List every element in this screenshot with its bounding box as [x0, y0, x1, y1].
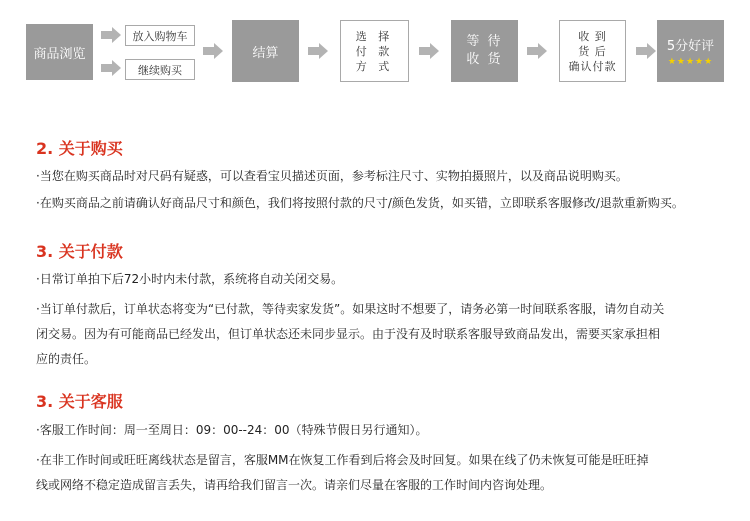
paragraph-line: ·当您在购买商品时对尺码有疑惑，可以查看宝贝描述页面，参考标注尺寸、实物拍摄照片，以及商品说明购买。: [36, 169, 628, 183]
step-confirm-receipt: [559, 20, 626, 82]
paragraph: [36, 267, 343, 292]
step-choose-payment-line: 方 式: [355, 59, 394, 73]
step-wait-shipping-line: 等 待: [466, 34, 503, 49]
star-rating-icon: ★★★★★: [667, 57, 714, 67]
arrow-right-icon: [636, 43, 656, 59]
step-rate: [657, 20, 724, 82]
paragraph: [36, 297, 664, 372]
arrow-right-icon: [101, 60, 121, 76]
paragraph-line: ·日常订单拍下后72小时内未付款，系统将自动关闭交易。: [36, 272, 344, 286]
step-confirm-receipt-line: 货 后: [578, 44, 607, 58]
step-keep-buying: [125, 59, 195, 80]
paragraph: [36, 164, 628, 189]
step-choose-payment-line: 付 款: [355, 44, 394, 58]
step-wait-shipping-line: 收 货: [466, 52, 503, 67]
arrow-right-icon: [308, 43, 328, 59]
step-browse-label: 商品浏览: [33, 46, 86, 62]
shopping-process-flow: [0, 0, 750, 90]
step-choose-payment: [340, 20, 409, 82]
arrow-right-icon: [419, 43, 439, 59]
paragraph-line: 应的责任。: [36, 352, 97, 366]
paragraph: [36, 191, 684, 216]
paragraph-line: ·客服工作时间：周一至周日：09：00--24：00（特殊节假日另行通知）。: [36, 423, 428, 437]
arrow-right-icon: [527, 43, 547, 59]
paragraph: [36, 448, 649, 498]
paragraph: [36, 418, 428, 443]
step-confirm-receipt-line: 确认付款: [568, 59, 617, 73]
section-title-purchase: 2. 关于购买: [36, 139, 123, 158]
paragraph-line: ·在非工作时间或旺旺离线状态是留言，客服MM在恢复工作看到后将会及时回复。如果在线了仍未恢复可能是旺旺掉: [36, 453, 649, 467]
step-choose-payment-line: 选 择: [355, 29, 394, 43]
section-title-payment: 3. 关于付款: [36, 242, 123, 261]
paragraph-line: ·当订单付款后，订单状态将变为“已付款，等待卖家发货”。如果这时不想要了，请务必第一时间联系客服，请勿自动关: [36, 302, 665, 316]
paragraph-line: 线或网络不稳定造成留言丢失，请再给我们留言一次。请亲们尽量在客服的工作时间内咨询处理。: [36, 478, 553, 492]
step-browse: [26, 24, 93, 80]
paragraph-line: 闭交易。因为有可能商品已经发出，但订单状态还未同步显示。由于没有及时联系客服导致商品发出，需要买家承担相: [36, 327, 661, 341]
paragraph-line: ·在购买商品之前请确认好商品尺寸和颜色，我们将按照付款的尺寸/颜色发货，如买错，立即联系客服修改/退款重新购买。: [36, 196, 684, 210]
step-checkout-label: 结算: [252, 45, 279, 61]
step-add-to-cart-label: 放入购物车: [132, 29, 188, 43]
step-keep-buying-label: 继续购买: [138, 63, 182, 77]
step-add-to-cart: [125, 25, 195, 46]
section-title-customer-service: 3. 关于客服: [36, 392, 123, 411]
arrow-right-icon: [203, 43, 223, 59]
arrow-right-icon: [101, 27, 121, 43]
step-confirm-receipt-line: 收 到: [578, 29, 607, 43]
step-checkout: [232, 20, 299, 82]
step-rate-label: 5分好评: [666, 39, 715, 54]
step-wait-shipping: [451, 20, 518, 82]
